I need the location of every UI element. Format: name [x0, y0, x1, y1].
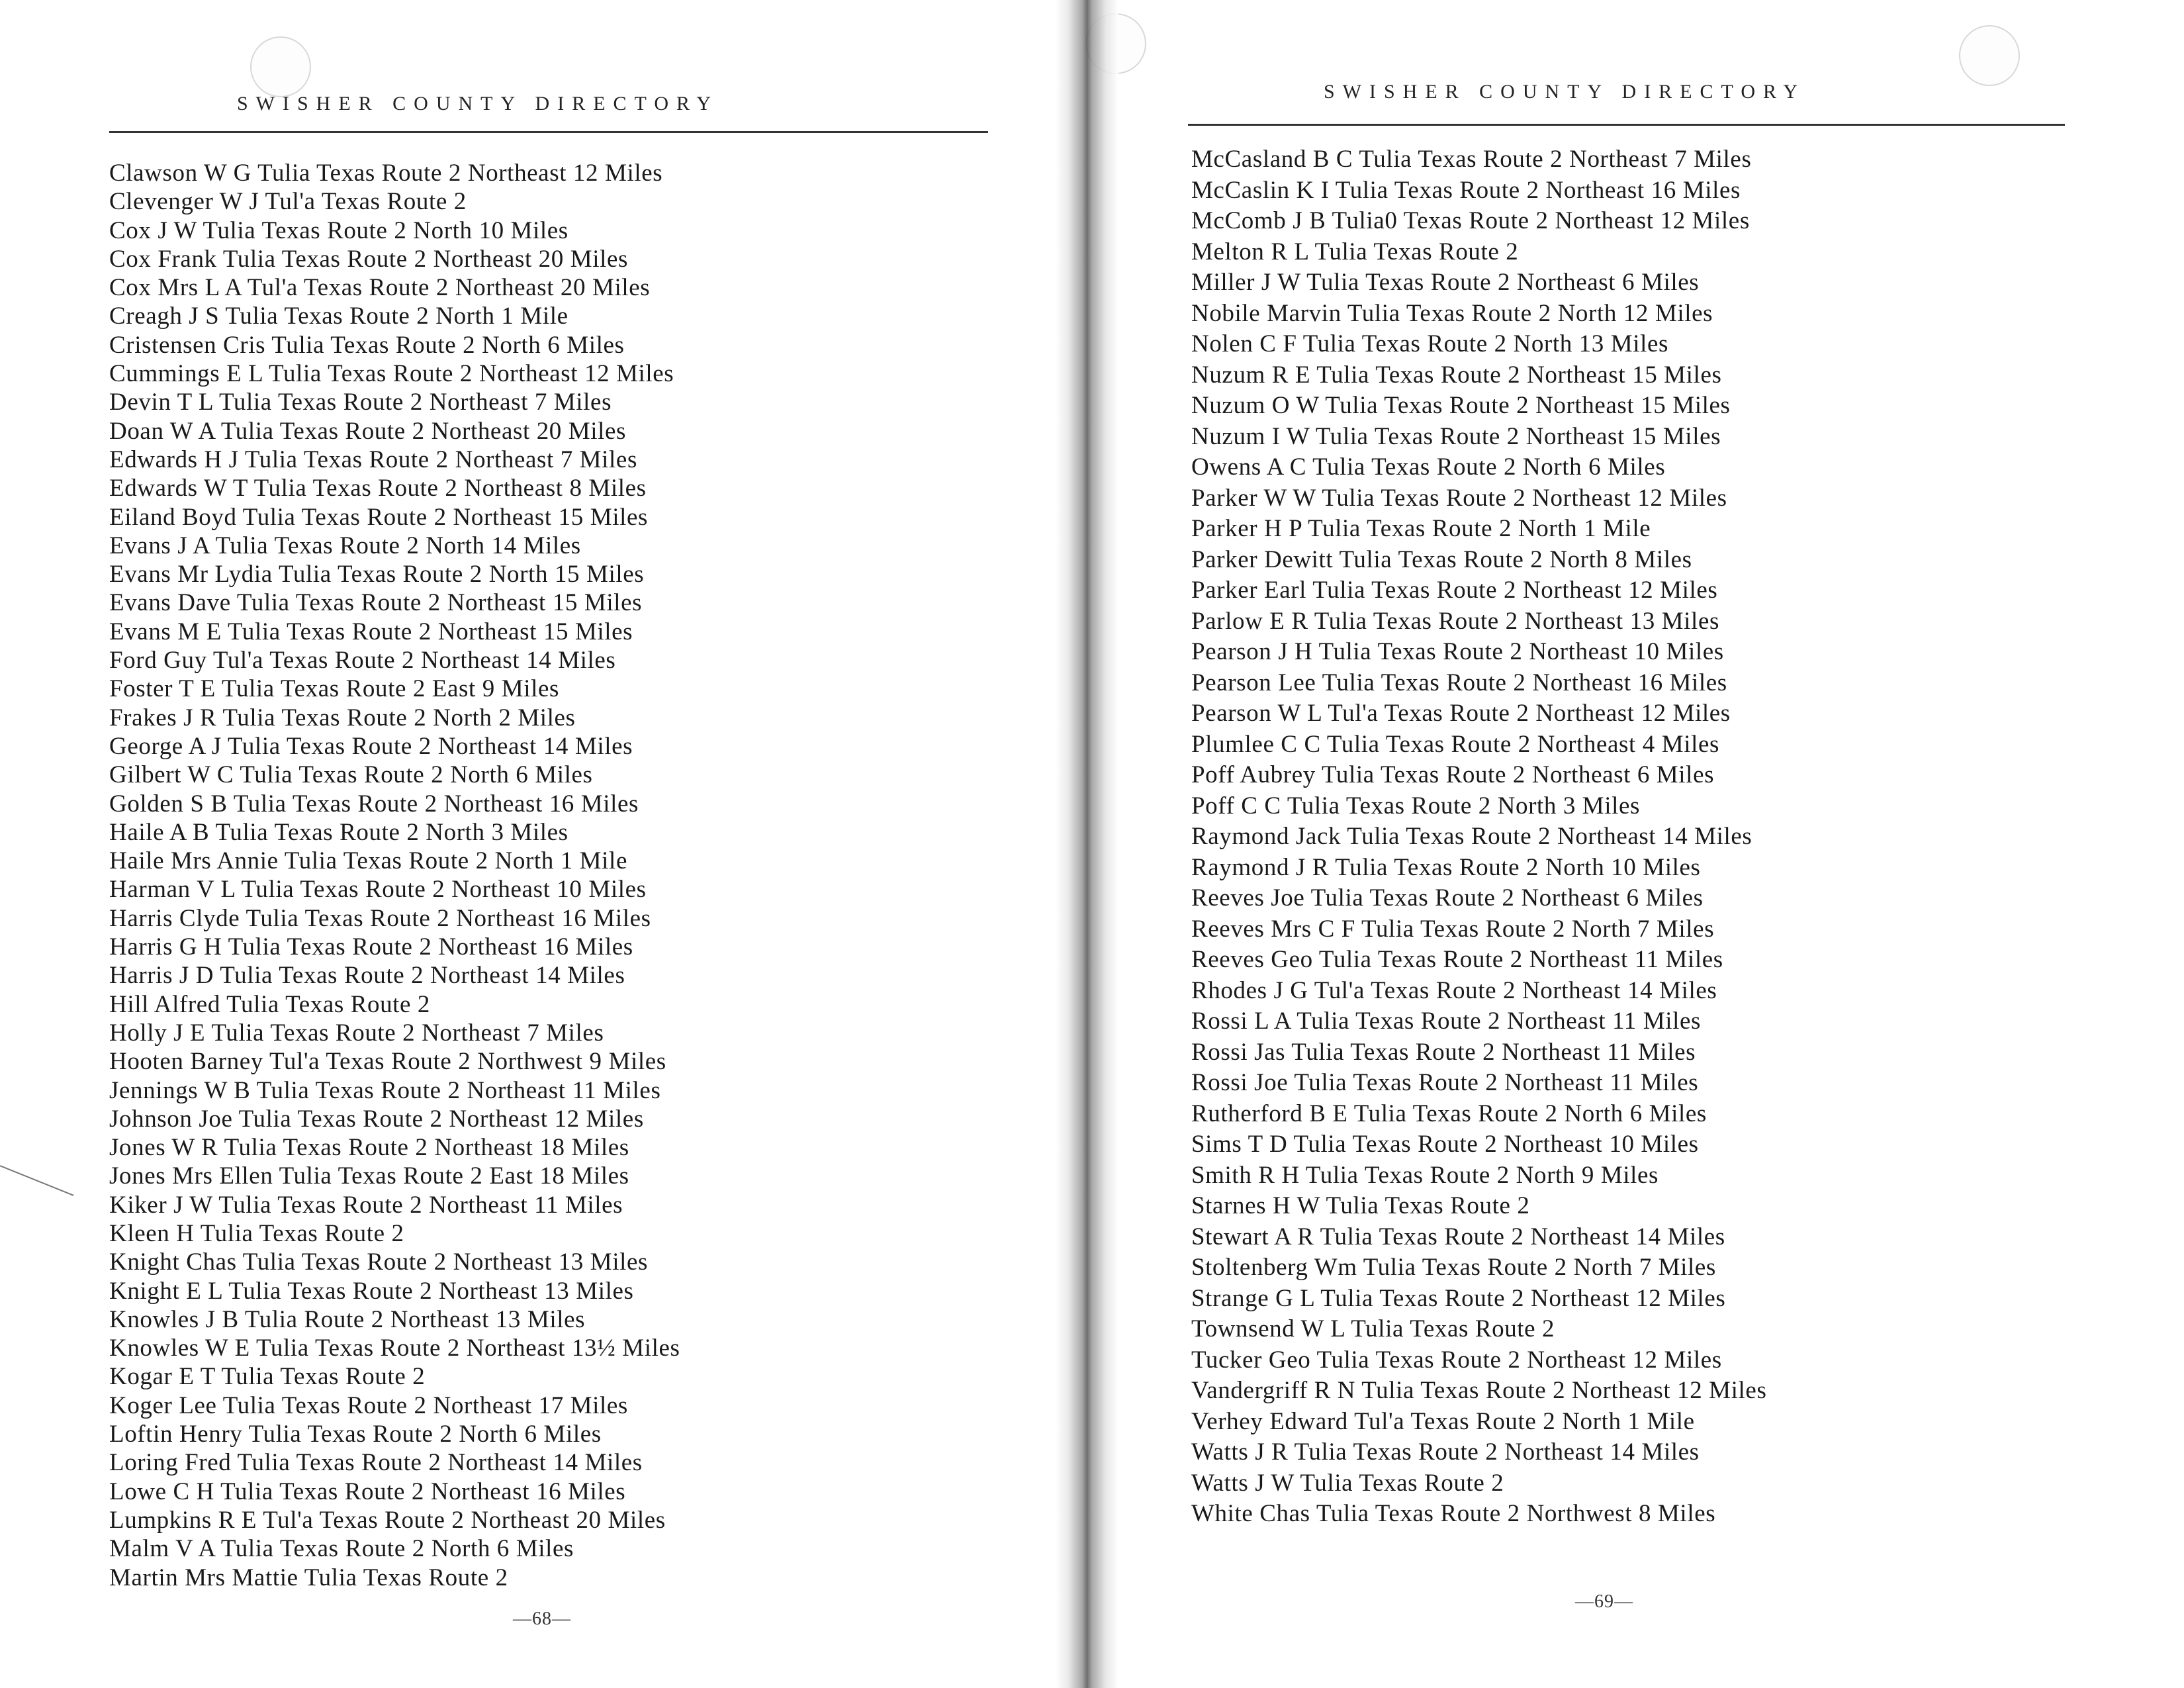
page-number: —68— [513, 1609, 571, 1629]
directory-entry: Poff C C Tulia Texas Route 2 North 3 Miles [1191, 792, 1641, 820]
directory-entry: Reeves Geo Tulia Texas Route 2 Northeast 11 Miles [1191, 946, 1723, 973]
directory-entry: Golden S B Tulia Texas Route 2 Northeast 16 Miles [109, 790, 639, 818]
directory-entry: Pearson Lee Tulia Texas Route 2 Northeast 16 Miles [1191, 669, 1727, 696]
directory-entry: Cox J W Tulia Texas Route 2 North 10 Miles [109, 216, 569, 244]
header-rule [109, 131, 988, 133]
directory-entry: Rossi Jas Tulia Texas Route 2 Northeast 11 Miles [1191, 1038, 1696, 1066]
directory-entry: Kleen H Tulia Texas Route 2 [109, 1219, 404, 1247]
directory-entry: Plumlee C C Tulia Texas Route 2 Northeast 4 Miles [1191, 730, 1719, 758]
directory-entry: Rutherford B E Tulia Texas Route 2 North 6 Miles [1191, 1100, 1707, 1127]
directory-entry: Johnson Joe Tulia Texas Route 2 Northeast 12 Miles [109, 1105, 644, 1133]
directory-entry: Rossi Joe Tulia Texas Route 2 Northeast 11 Miles [1191, 1069, 1699, 1096]
directory-entry: Holly J E Tulia Texas Route 2 Northeast 7 Miles [109, 1019, 604, 1047]
directory-entry: Vandergriff R N Tulia Texas Route 2 Northeast 12 Miles [1191, 1377, 1767, 1404]
directory-entry: Jennings W B Tulia Texas Route 2 Northeast 11 Miles [109, 1076, 661, 1104]
page-header: SWISHER COUNTY DIRECTORY [1324, 81, 1806, 103]
directory-entry: Parker H P Tulia Texas Route 2 North 1 Mile [1191, 515, 1651, 542]
directory-entry: Townsend W L Tulia Texas Route 2 [1191, 1315, 1555, 1342]
directory-entry: Owens A C Tulia Texas Route 2 North 6 Miles [1191, 453, 1666, 481]
directory-entry: Harris Clyde Tulia Texas Route 2 Northeast 16 Miles [109, 904, 651, 932]
directory-entry: Nobile Marvin Tulia Texas Route 2 North 12 Miles [1191, 299, 1713, 327]
directory-entry: Watts J R Tulia Texas Route 2 Northeast 14 Miles [1191, 1438, 1700, 1466]
directory-entry: Evans Dave Tulia Texas Route 2 Northeast 15 Miles [109, 589, 643, 617]
directory-entry: Poff Aubrey Tulia Texas Route 2 Northeast 6 Miles [1191, 761, 1715, 788]
directory-entry: Harman V L Tulia Texas Route 2 Northeast 10 Miles [109, 876, 647, 904]
directory-entry: Miller J W Tulia Texas Route 2 Northeast 6 Miles [1191, 269, 1700, 296]
directory-entry: Evans J A Tulia Texas Route 2 North 14 Miles [109, 532, 581, 559]
directory-list [1191, 144, 1766, 1530]
directory-entry: Strange G L Tulia Texas Route 2 Northeast 12 Miles [1191, 1284, 1726, 1312]
directory-entry: Knowles J B Tulia Route 2 Northeast 13 Miles [109, 1305, 586, 1333]
directory-entry: Frakes J R Tulia Texas Route 2 North 2 Miles [109, 704, 576, 731]
directory-entry: Malm V A Tulia Texas Route 2 North 6 Miles [109, 1535, 574, 1563]
directory-entry: Cox Frank Tulia Texas Route 2 Northeast 20 Miles [109, 245, 629, 273]
directory-entry: Clawson W G Tulia Texas Route 2 Northeast 12 Miles [109, 160, 663, 187]
page-header: SWISHER COUNTY DIRECTORY [237, 93, 719, 115]
directory-entry: Evans M E Tulia Texas Route 2 Northeast 15 Miles [109, 618, 633, 645]
directory-entry: Parker W W Tulia Texas Route 2 Northeast 12 Miles [1191, 484, 1727, 512]
directory-entry: Knowles W E Tulia Texas Route 2 Northeast 13½ Miles [109, 1335, 680, 1362]
directory-entry: Watts J W Tulia Texas Route 2 [1191, 1469, 1504, 1497]
directory-entry: Harris J D Tulia Texas Route 2 Northeast 14 Miles [109, 962, 625, 990]
directory-entry: Doan W A Tulia Texas Route 2 Northeast 20 Miles [109, 417, 627, 445]
directory-entry: Haile A B Tulia Texas Route 2 North 3 Miles [109, 818, 569, 846]
directory-entry: Knight Chas Tulia Texas Route 2 Northeast 13 Miles [109, 1248, 648, 1276]
directory-entry: Ford Guy Tul'a Texas Route 2 Northeast 14 Miles [109, 647, 616, 675]
directory-entry: Jones Mrs Ellen Tulia Texas Route 2 East 18 Miles [109, 1162, 629, 1190]
directory-entry: Gilbert W C Tulia Texas Route 2 North 6 Miles [109, 761, 593, 789]
directory-entry: Rossi L A Tulia Texas Route 2 Northeast 11 Miles [1191, 1008, 1702, 1035]
directory-entry: Parker Earl Tulia Texas Route 2 Northeast 12 Miles [1191, 577, 1718, 604]
directory-entry: Smith R H Tulia Texas Route 2 North 9 Miles [1191, 1161, 1659, 1189]
directory-entry: Reeves Joe Tulia Texas Route 2 Northeast 6 Miles [1191, 884, 1704, 912]
directory-entry: Melton R L Tulia Texas Route 2 [1191, 238, 1519, 265]
directory-entry: Devin T L Tulia Texas Route 2 Northeast 7 Miles [109, 389, 612, 416]
right-page [1112, 0, 2184, 1688]
directory-entry: Loring Fred Tulia Texas Route 2 Northeast 14 Miles [109, 1449, 643, 1477]
directory-entry: Nolen C F Tulia Texas Route 2 North 13 Miles [1191, 330, 1669, 357]
directory-entry: Parker Dewitt Tulia Texas Route 2 North 8 Miles [1191, 545, 1692, 573]
directory-entry: White Chas Tulia Texas Route 2 Northwest 8 Miles [1191, 1500, 1716, 1527]
header-rule [1188, 124, 2065, 126]
directory-entry: Nuzum R E Tulia Texas Route 2 Northeast 15 Miles [1191, 361, 1722, 389]
directory-entry: Cummings E L Tulia Texas Route 2 Northeast 12 Miles [109, 360, 674, 388]
directory-entry: Lumpkins R E Tul'a Texas Route 2 Northeast 20 Miles [109, 1506, 666, 1534]
directory-entry: George A J Tulia Texas Route 2 Northeast 14 Miles [109, 732, 633, 760]
directory-entry: McCaslin K I Tulia Texas Route 2 Northeast 16 Miles [1191, 176, 1741, 204]
directory-entry: Verhey Edward Tul'a Texas Route 2 North 1 Mile [1191, 1407, 1695, 1435]
directory-entry: Jones W R Tulia Texas Route 2 Northeast 18 Miles [109, 1134, 629, 1162]
book-binding [1056, 0, 1118, 1688]
directory-entry: Clevenger W J Tul'a Texas Route 2 [109, 188, 467, 216]
left-page [0, 0, 1072, 1688]
directory-entry: Knight E L Tulia Texas Route 2 Northeast 13 Miles [109, 1277, 634, 1305]
directory-entry: Kiker J W Tulia Texas Route 2 Northeast 11 Miles [109, 1191, 623, 1219]
directory-entry: Eiland Boyd Tulia Texas Route 2 Northeast 15 Miles [109, 503, 648, 531]
directory-entry: Nuzum O W Tulia Texas Route 2 Northeast 15 Miles [1191, 392, 1731, 419]
directory-entry: Pearson W L Tul'a Texas Route 2 Northeast 12 Miles [1191, 700, 1731, 727]
directory-entry: McComb J B Tulia0 Texas Route 2 Northeast 12 Miles [1191, 207, 1750, 234]
directory-entry: Starnes H W Tulia Texas Route 2 [1191, 1192, 1530, 1219]
directory-entry: Stewart A R Tulia Texas Route 2 Northeast 14 Miles [1191, 1223, 1725, 1250]
directory-entry: Evans Mr Lydia Tulia Texas Route 2 North 15 Miles [109, 561, 645, 588]
directory-entry: Pearson J H Tulia Texas Route 2 Northeast 10 Miles [1191, 638, 1724, 665]
directory-entry: Edwards H J Tulia Texas Route 2 Northeast 7 Miles [109, 445, 637, 473]
directory-entry: Nuzum I W Tulia Texas Route 2 Northeast 15 Miles [1191, 422, 1721, 450]
directory-entry: McCasland B C Tulia Texas Route 2 Northeast 7 Miles [1191, 146, 1752, 173]
directory-entry: Koger Lee Tulia Texas Route 2 Northeast 17 Miles [109, 1391, 628, 1419]
directory-entry: Harris G H Tulia Texas Route 2 Northeast 16 Miles [109, 933, 633, 961]
directory-entry: Raymond Jack Tulia Texas Route 2 Northeast 14 Miles [1191, 823, 1752, 850]
page-number: —69— [1575, 1591, 1633, 1612]
directory-entry: Stoltenberg Wm Tulia Texas Route 2 North 7 Miles [1191, 1254, 1716, 1281]
directory-entry: Reeves Mrs C F Tulia Texas Route 2 North 7 Miles [1191, 915, 1715, 943]
directory-entry: Sims T D Tulia Texas Route 2 Northeast 10 Miles [1191, 1131, 1699, 1158]
directory-list [109, 159, 680, 1592]
directory-entry: Raymond J R Tulia Texas Route 2 North 10 Miles [1191, 853, 1701, 881]
directory-entry: Cox Mrs L A Tul'a Texas Route 2 Northeast 20 Miles [109, 274, 651, 302]
directory-entry: Martin Mrs Mattie Tulia Texas Route 2 [109, 1564, 508, 1591]
directory-entry: Tucker Geo Tulia Texas Route 2 Northeast 12 Miles [1191, 1346, 1722, 1374]
directory-entry: Foster T E Tulia Texas Route 2 East 9 Miles [109, 675, 559, 703]
directory-entry: Parlow E R Tulia Texas Route 2 Northeast 13 Miles [1191, 607, 1719, 635]
directory-entry: Cristensen Cris Tulia Texas Route 2 North 6 Miles [109, 331, 625, 359]
directory-entry: Kogar E T Tulia Texas Route 2 [109, 1363, 426, 1391]
directory-entry: Loftin Henry Tulia Texas Route 2 North 6 Miles [109, 1421, 602, 1448]
directory-entry: Lowe C H Tulia Texas Route 2 Northeast 16 Miles [109, 1477, 626, 1505]
directory-entry: Haile Mrs Annie Tulia Texas Route 2 North 1 Mile [109, 847, 627, 875]
directory-entry: Hooten Barney Tul'a Texas Route 2 Northwest 9 Miles [109, 1048, 666, 1076]
directory-entry: Hill Alfred Tulia Texas Route 2 [109, 990, 431, 1018]
directory-entry: Creagh J S Tulia Texas Route 2 North 1 Mile [109, 303, 569, 330]
directory-entry: Rhodes J G Tul'a Texas Route 2 Northeast 14 Miles [1191, 976, 1717, 1004]
directory-entry: Edwards W T Tulia Texas Route 2 Northeast 8 Miles [109, 475, 647, 502]
